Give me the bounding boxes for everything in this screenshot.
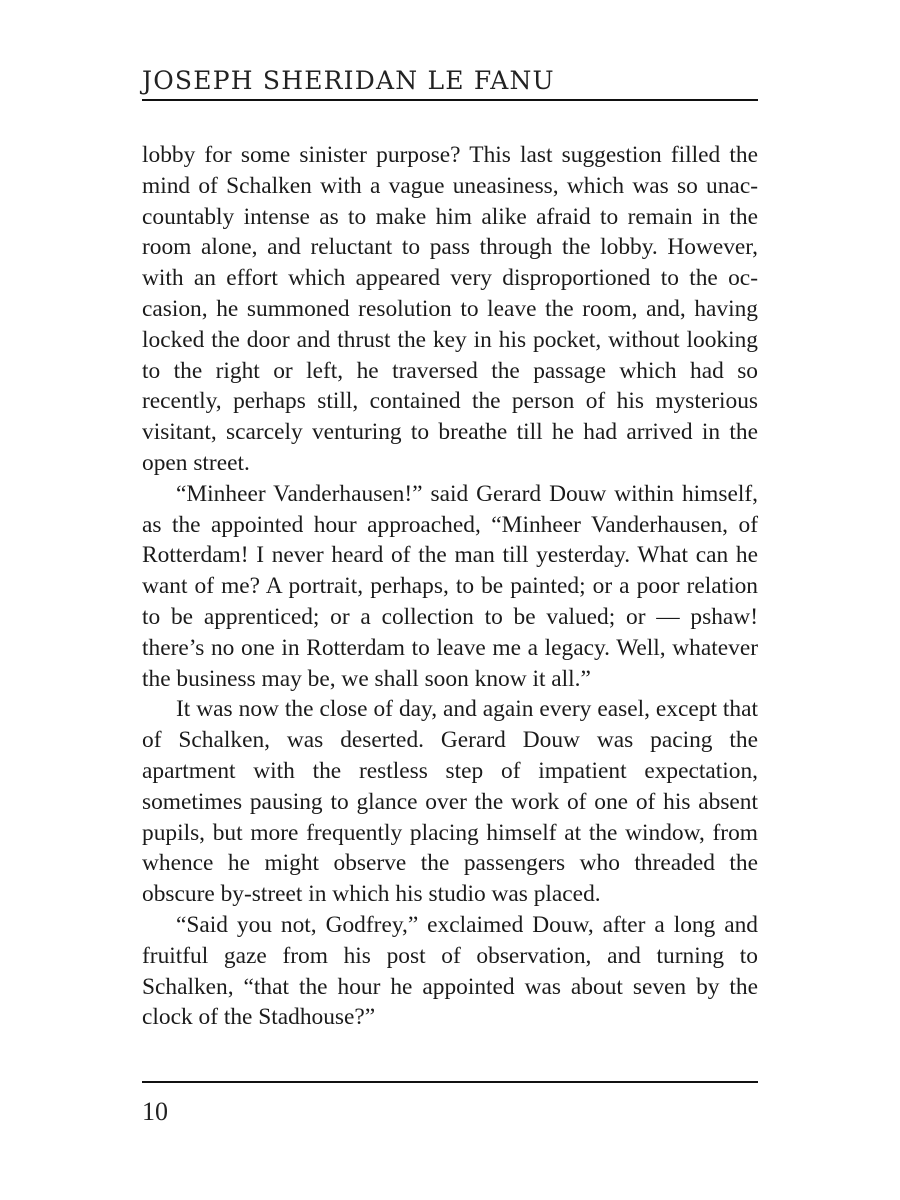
body-text [142,140,758,1033]
page-number: 10 [142,1097,168,1126]
paragraph: “Minheer Vanderhausen!” said Gerard Douw within himself, as the appointed hour approached, “Minheer Vanderhausen, of Rotterdam! I never heard of the man till yesterday. What can he want of me? A portrait, perhaps, to be painted; or a poor relation to be apprenticed; or a collection to be valued; or — pshaw! there’s no one in Rotterdam to leave me a legacy. Well, whatever the business may be, we shall soon know it all.” [142,480,758,692]
footer-rule [142,1081,758,1083]
paragraph: It was now the close of day, and again every easel, except that of Schalken, was deserted. Gerard Douw was pacing the apartment with the restless step of impatient expectation, sometimes pausing to glance over the work of one of his absent pupils, but more frequently placing himself at the window, from whence he might observe the passengers who threaded the obscure by-street in which his studio was placed. [142,696,758,908]
running-head-author: JOSEPH SHERIDAN LE FANU [142,66,555,95]
paragraph-continued: lobby for some sinister purpose? This last suggestion filled the mind of Schalken with a vague uneasiness, which was so unaccountably intense as to make him alike afraid to remain in the room alone, and reluctant to pass through the lobby. However, with an effort which appeared very disproportioned to the occasion, he summoned resolution to leave the room, and, having locked the door and thrust the key in his pocket, without looking to the right or left, he traversed the passage which had so recently, perhaps still, contained the person of his mysterious visitant, scarcely venturing to breathe till he had arrived in the open street. [142,142,758,476]
paragraph: “Said you not, Godfrey,” exclaimed Douw, after a long and fruitful gaze from his post of observation, and turning to Schalken, “that the hour he appointed was about seven by the clock of the Stadhouse?” [142,911,758,1031]
header-rule [142,99,758,101]
